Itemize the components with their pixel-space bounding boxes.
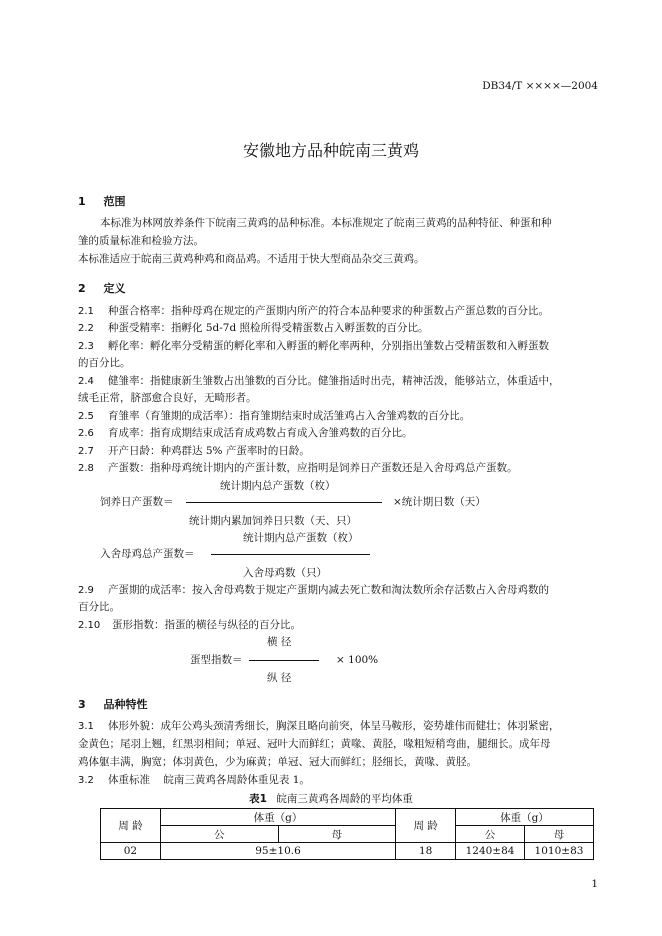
weight-table — [100, 808, 594, 860]
clause-text: 育雏率（育雏期的成活率）：指育雏期结束时成活雏鸡占入舍雏鸡数的百分比。 — [108, 410, 471, 422]
clause-continuation: 绒毛正常，脐部愈合良好，无畸形者。 — [78, 392, 257, 404]
male-header: 公 — [160, 826, 278, 843]
clause-continuation: 的百分比。 — [78, 357, 131, 369]
table-header-row — [101, 809, 594, 826]
female-header: 母 — [278, 826, 396, 843]
weight-header: 体重（g） — [160, 809, 395, 826]
clause-continuation: 金黄色；尾羽上翘，红黑羽相间；单冠、冠叶大而鲜红；黄喙、黄胫，喙粗短稍弯曲，腿细长。成年母 — [78, 738, 551, 750]
paragraph-line: 本标准适应于皖南三黄鸡种鸡和商品鸡。不适用于快大型商品杂交三黄鸡。 — [78, 253, 425, 265]
formula-2-numerator: 统计期内总产蛋数（枚） — [243, 532, 359, 544]
age-cell: 02 — [101, 843, 161, 860]
clause-2-5 — [78, 408, 470, 425]
section-number: 3 — [78, 698, 86, 711]
clause-text: 开产日龄：种鸡群达 5% 产蛋率时的日龄。 — [108, 445, 310, 457]
male-header: 公 — [456, 826, 525, 843]
section-number: 1 — [78, 195, 86, 208]
table-subheader-row — [101, 826, 594, 843]
formula-2-denominator: 入舍母鸡数（只） — [243, 567, 327, 579]
section-title: 范围 — [103, 195, 126, 208]
fraction-bar — [186, 502, 382, 503]
clause-text: 体形外貌：成年公鸡头颈清秀细长，胸深且略向前突，体呈马鞍形，姿势雄伟而健壮；体羽紧密， — [108, 720, 560, 732]
clause-2-7 — [78, 443, 310, 460]
section-title: 品种特性 — [103, 698, 148, 711]
weight-cell: 95±10.6 — [160, 843, 395, 860]
clause-number: 2.5 — [78, 411, 94, 422]
clause-2-4 — [78, 373, 560, 390]
clause-number: 2.1 — [78, 306, 94, 317]
formula-2-lhs: 入舍母鸡总产蛋数＝ — [100, 548, 195, 560]
clause-text: 产蛋数：指种母鸡统计期内的产蛋计数，应指明是饲养日产蛋数还是入舍母鸡总产蛋数。 — [108, 462, 518, 474]
clause-text: 育成率：指育成期结束成活育成鸡数占育成入舍雏鸡数的百分比。 — [108, 427, 413, 439]
clause-continuation: 鸡体躯丰满，胸宽；体羽黄色，少为麻黄；单冠、冠大而鲜红；胫细长，黄喙、黄胫。 — [78, 756, 477, 768]
clause-2-2 — [78, 320, 429, 337]
clause-number: 2.6 — [78, 428, 94, 439]
section-1-heading — [78, 193, 126, 209]
female-header: 母 — [525, 826, 594, 843]
formula-1-numerator: 统计期内总产蛋数（枚） — [220, 480, 336, 492]
clause-2-1 — [78, 303, 549, 320]
clause-number: 3.2 — [78, 775, 94, 786]
standard-code: DB34/T ××××—2004 — [482, 80, 598, 92]
male-weight-cell: 1240±84 — [456, 843, 525, 860]
formula-1-denominator: 统计期内累加饲养日只数（天、只） — [189, 515, 357, 527]
clause-text: 健雏率：指健康新生雏数占出雏数的百分比。健雏指适时出壳，精神活泼，能够站立，体重适中， — [108, 375, 560, 387]
age-cell: 18 — [396, 843, 456, 860]
formula-1-lhs: 饲养日产蛋数＝ — [100, 496, 174, 508]
formula-3-rhs: × 100% — [336, 654, 379, 666]
clause-number: 2.8 — [78, 463, 94, 474]
table-number: 表1 — [249, 793, 267, 805]
age-header: 周 龄 — [396, 809, 456, 843]
page-title: 安徽地方品种皖南三黄鸡 — [242, 141, 419, 160]
clause-continuation: 百分比。 — [78, 601, 120, 613]
clause-2-3 — [78, 338, 549, 355]
table-caption — [0, 791, 662, 808]
fraction-bar — [249, 660, 319, 661]
formula-3-denominator: 纵 径 — [267, 672, 292, 684]
section-number: 2 — [78, 282, 86, 295]
clause-number: 2.7 — [78, 446, 94, 457]
female-weight-cell: 1010±83 — [525, 843, 594, 860]
age-header: 周 龄 — [101, 809, 161, 843]
section-title: 定义 — [103, 282, 126, 295]
clause-number: 2.2 — [78, 323, 94, 334]
formula-3-lhs: 蛋型指数＝ — [190, 654, 243, 666]
clause-text: 种蛋合格率：指种母鸡在规定的产蛋期内所产的符合本品种要求的种蛋数占产蛋总数的百分比。 — [108, 305, 549, 317]
paragraph-line: 本标准为林网放养条件下皖南三黄鸡的品种标准。本标准规定了皖南三黄鸡的品种特征、种蛋和种 — [100, 217, 552, 229]
clause-text: 产蛋期的成活率：按入舍母鸡数于规定产蛋期内减去死亡数和淘汰数所余存活数占入舍母鸡数的 — [108, 584, 549, 596]
clause-number: 2.4 — [78, 376, 94, 387]
clause-text: 种蛋受精率：指孵化 5d-7d 照检所得受精蛋数占入孵蛋数的百分比。 — [108, 322, 429, 334]
clause-number: 2.3 — [78, 341, 94, 352]
formula-3-numerator: 横 径 — [267, 636, 292, 648]
clause-text: 孵化率：孵化率分受精蛋的孵化率和入孵蛋的孵化率两种，分别指出雏数占受精蛋数和入孵蛋数 — [108, 340, 549, 352]
weight-header: 体重（g） — [456, 809, 594, 826]
clause-number: 2.9 — [78, 585, 94, 596]
clause-2-8 — [78, 460, 518, 477]
clause-2-9 — [78, 582, 549, 599]
clause-3-2 — [78, 772, 310, 789]
paragraph-line: 雏的质量标准和检验方法。 — [78, 235, 204, 247]
clause-number: 2.10 — [78, 620, 101, 631]
table-row — [101, 843, 594, 860]
page-number: 1 — [591, 878, 598, 890]
clause-number: 3.1 — [78, 721, 94, 732]
clause-2-6 — [78, 425, 413, 442]
table-title: 皖南三黄鸡各周龄的平均体重 — [276, 793, 413, 805]
clause-text: 体重标准 皖南三黄鸡各周龄体重见表 1。 — [108, 774, 310, 786]
formula-1-rhs: ×统计期日数（天） — [393, 496, 486, 508]
clause-text: 蛋形指数：指蛋的横径与纵径的百分比。 — [112, 619, 301, 631]
clause-3-1 — [78, 718, 560, 735]
clause-2-10 — [78, 617, 301, 634]
section-3-heading — [78, 696, 148, 712]
fraction-bar — [211, 554, 370, 555]
section-2-heading — [78, 280, 126, 296]
